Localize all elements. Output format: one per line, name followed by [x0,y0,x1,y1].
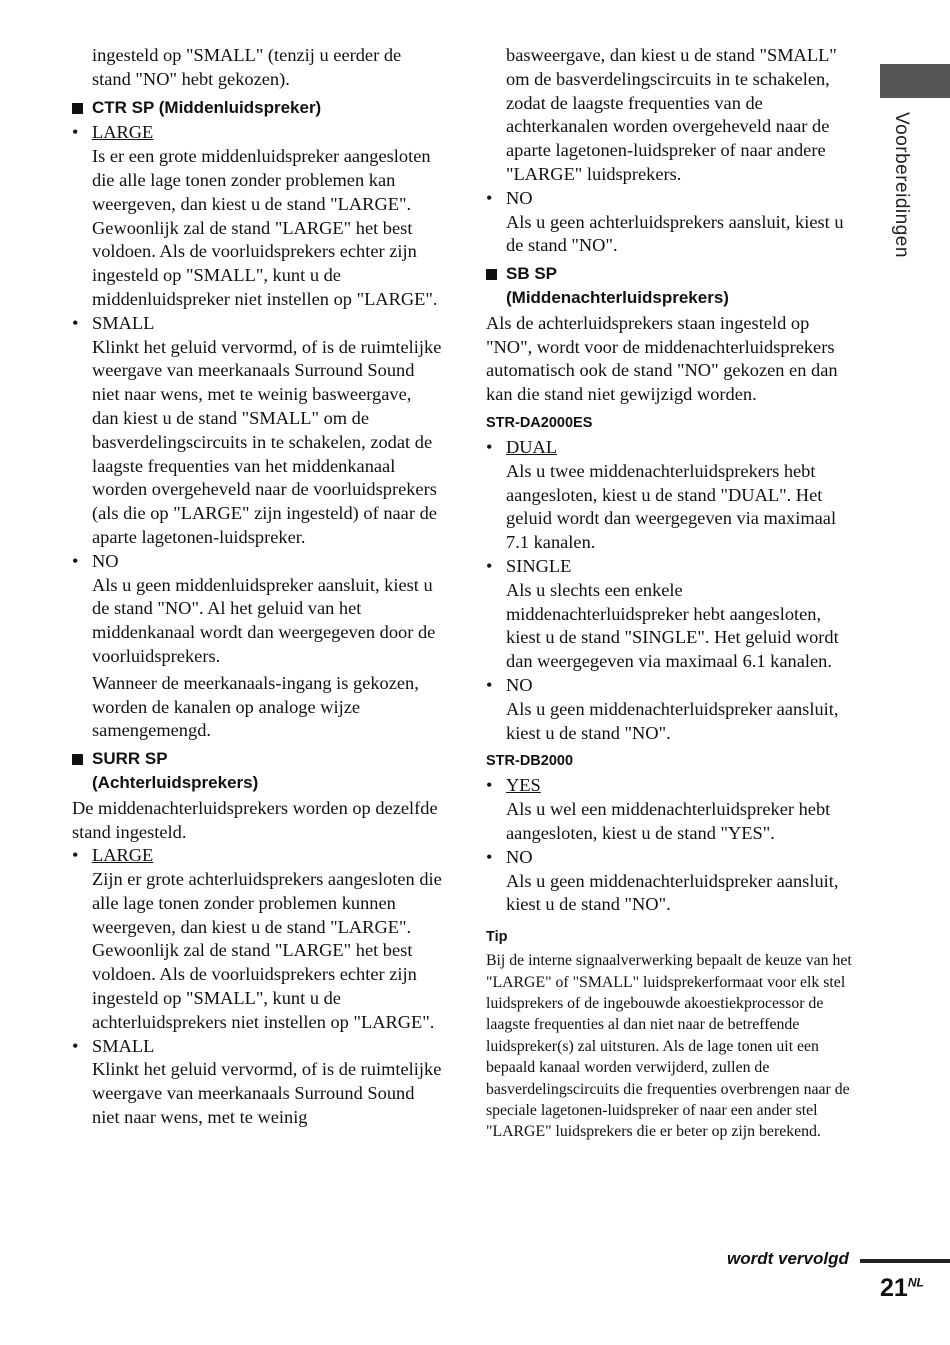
option-label: NO [92,550,119,571]
surr-intro: De middenachterluidsprekers worden op dezelfde stand ingesteld. [72,797,438,842]
tip-heading: Tip [486,929,508,946]
option-label: NO [506,187,533,208]
sb-no2-option [486,846,858,870]
bullet-icon: • [486,187,493,208]
bullet-icon: • [72,845,79,866]
surr-large-option [72,844,442,868]
model-heading: STR-DA2000ES [486,414,593,431]
surr-small-text-cont: basweergave, dan kiest u de stand "SMALL" om de basverdelingscircuits in te schakelen, zodat de laagste frequenties van de achterkanalen worden overgeheveld naar de aparte lagetonen-luidspreker of naar andere "LARGE" luidsprekers. [506,45,837,184]
square-bullet-icon [486,269,497,280]
bullet-icon: • [486,846,493,867]
ctr-no-option [72,550,442,574]
option-label: SMALL [92,312,155,333]
square-bullet-icon [72,103,83,114]
option-label: NO [506,846,533,867]
continued-label: wordt vervolgd [727,1249,849,1268]
bullet-icon: • [486,775,493,796]
surr-small-option [72,1035,442,1059]
ctr-no-text: Als u geen middenluidspreker aansluit, kiest u de stand "NO". Al het geluid van het middenkanaal wordt dan weergegeven door de voorluidsprekers. [92,574,436,666]
option-label: LARGE [92,122,154,143]
option-label: NO [506,674,533,695]
sb-no-text: Als u geen middenachterluidspreker aansluit, kiest u de stand "NO". [506,698,839,743]
option-label: YES [506,775,541,796]
surr-large-text: Zijn er grote achterluidsprekers aangesloten die alle lage tonen zonder problemen kunnen weergeven, dan kiest u de stand "LARGE". Gewoonlijk zal de stand "LARGE" het best voldoen. Als de voorluidsprekers echter zijn ingesteld op "SMALL", kunt u de achterluidsprekers niet instellen op "LARGE". [92,869,442,1032]
option-label: DUAL [506,436,558,457]
section-tab-label: Voorbereidingen [891,112,912,258]
surr-no-option [486,187,858,211]
bullet-icon: • [486,674,493,695]
section-tab [880,64,950,98]
sb-yes-option [486,774,858,798]
right-column [486,44,858,1143]
sb-intro: Als de achterluidsprekers staan ingesteld op "NO", wordt voor de middenachterluidsprekers automatisch ook de stand "NO" gekozen en dan kan die stand niet gewijzigd worden. [486,312,838,405]
left-column [72,44,442,1130]
bullet-icon: • [72,122,79,143]
surr-no-text: Als u geen achterluidsprekers aansluit, kiest u de stand "NO". [506,211,844,256]
continued-rule [860,1259,950,1263]
sb-sp-heading: SB SP (Middenachterluidsprekers) [486,262,858,310]
ctr-sp-heading: CTR SP (Middenluidspreker) [72,96,442,120]
tip-text: Bij de interne signaalverwerking bepaalt de keuze van het "LARGE" of "SMALL" luidsprekerformaat voor elk stel luidsprekers of de ingebouwde akoestiekprocessor de laagste frequenties al dan niet naar de betreffende luidspreker(s) zal uitsturen. Als de lage tonen uit een bepaald kanaal worden verwijderd, zullen de basverdelingscircuits die frequenties overbrengen naar de speciale lagetonen-luidspreker of naar een ander stel "LARGE" luidsprekers die er beter op zijn berekend. [486,952,852,1141]
surr-small-text: Klinkt het geluid vervormd, of is de ruimtelijke weergave van meerkanaals Surround Sound niet naar wens, met te weinig [92,1059,442,1128]
sb-single-text: Als u slechts een enkele middenachterluidspreker hebt aangesloten, kiest u de stand "SINGLE". Het geluid wordt dan weergegeven via maximaal 6.1 kanalen. [506,579,839,672]
ctr-small-text: Klinkt het geluid vervormd, of is de ruimtelijke weergave van meerkanaals Surround Sound niet naar wens, met te weinig basweergave, dan kiest u de stand "SMALL" om de basverdelingscircuits in te schakelen, zodat de laagste frequenties van het middenkanaal worden overgeheveld naar de voorluidsprekers (als die op "LARGE" zijn ingesteld) of naar de aparte lagetonen-luidspreker. [92,336,442,547]
bullet-icon: • [72,550,79,571]
page-number: $21^{NL}$ [880,1274,924,1302]
ctr-large-text: Is er een grote middenluidspreker aangesloten die alle lage tonen zonder problemen kan weergeven, dan kiest u de stand "LARGE". Gewoonlijk zal de stand "LARGE" het best voldoen. Als de voorluidsprekers echter zijn ingesteld op "SMALL", kunt u de middenluidspreker niet instellen op "LARGE". [92,146,438,309]
ctr-large-option [72,121,442,145]
sb-yes-text: Als u wel een middenachterluidspreker hebt aangesloten, kiest u de stand "YES". [506,799,831,843]
surr-sp-heading: SURR SP (Achterluidsprekers) [72,747,442,795]
page-suffix: NL [907,1275,924,1290]
square-bullet-icon [72,754,83,765]
intro-text: ingesteld op "SMALL" (tenzij u eerder de stand "NO" hebt gekozen). [92,45,402,89]
sb-no2-text: Als u geen middenachterluidspreker aansluit, kiest u de stand "NO". [506,870,839,915]
ctr-no-text-2: Wanneer de meerkanaals-ingang is gekozen, worden de kanalen op analoge wijze samengemengd. [92,672,419,741]
sb-dual-option [486,436,858,460]
bullet-icon: • [486,436,493,457]
ctr-small-option [72,312,442,336]
bullet-icon: • [72,1035,79,1056]
option-label: SINGLE [506,555,572,576]
bullet-icon: • [72,312,79,333]
sb-dual-text: Als u twee middenachterluidsprekers hebt aangesloten, kiest u de stand "DUAL". Het geluid wordt dan weergegeven via maximaal 7.1 kanalen. [506,460,837,553]
bullet-icon: • [486,555,493,576]
sb-single-option [486,555,858,579]
option-label: SMALL [92,1035,155,1056]
sb-no-option [486,674,858,698]
option-label: LARGE [92,845,154,866]
model-heading: STR-DB2000 [486,753,574,770]
